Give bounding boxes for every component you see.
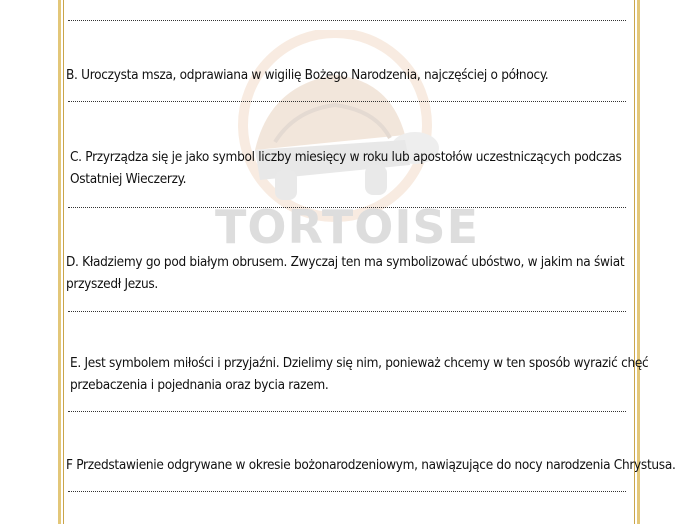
answer-line[interactable] [68,101,626,102]
question-c [70,146,630,190]
answer-line[interactable] [68,311,626,312]
question-text: C. Przyrządza się je jako symbol liczby miesięcy w roku lub apostołów uczestniczących podczas [70,149,622,165]
answer-line [68,20,626,21]
question-text: Ostatniej Wieczerzy. [70,171,187,187]
question-e [70,352,649,396]
question-d [66,251,626,295]
answer-line[interactable] [68,491,626,492]
question-text: D. Kładziemy go pod białym obrusem. Zwyczaj ten ma symbolizować ubóstwo, w jakim na świat [66,254,625,270]
question-text: E. Jest symbolem miłości i przyjaźni. Dzielimy się nim, ponieważ chcemy w ten sposób wyrazić chęć [70,355,649,371]
question-text: przyszedł Jezus. [66,276,158,292]
question-text: B. Uroczysta msza, odprawiana w wigilię Bożego Narodzenia, najczęściej o północy. [66,67,549,83]
question-b [66,64,626,86]
answer-line[interactable] [68,411,626,412]
question-text: F Przedstawienie odgrywane w okresie bożonarodzeniowym, nawiązujące do nocy narodzenia Chrystusa. [66,457,676,473]
question-f [66,454,676,476]
watermark-text: TORTOISE [215,200,479,254]
answer-line[interactable] [68,207,626,208]
question-text: przebaczenia i pojednania oraz bycia razem. [70,377,329,393]
